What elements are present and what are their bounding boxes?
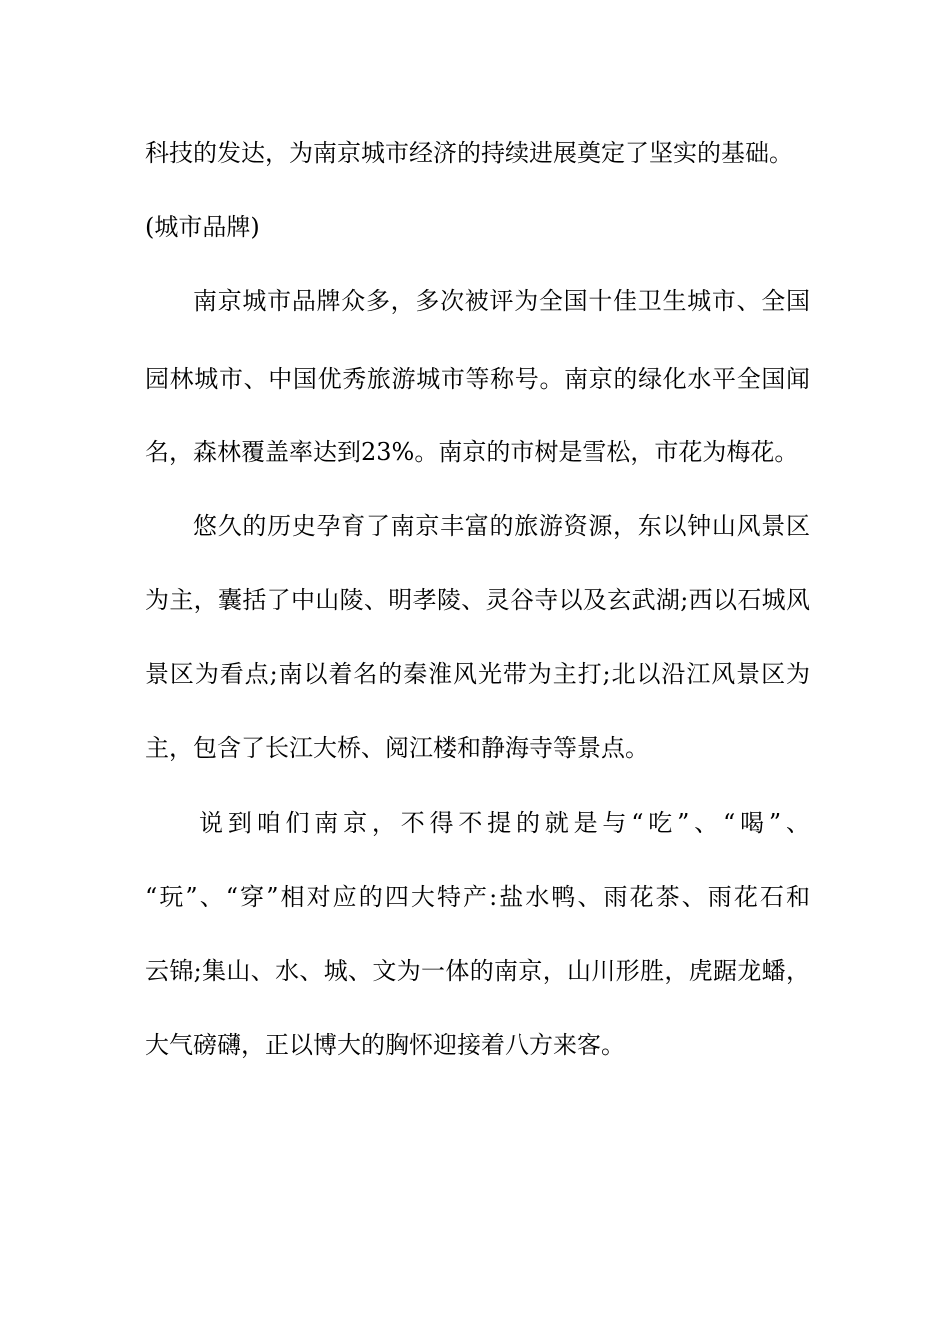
text-line-13: 大气磅礴，正以博大的胸怀迎接着八方来客。 — [145, 1031, 625, 1059]
text-line-6: 悠久的历史孕育了南京丰富的旅游资源，东以钟山风景区 — [193, 512, 810, 540]
text-line-3: 南京城市品牌众多，多次被评为全国十佳卫生城市、全国 — [193, 287, 810, 315]
text-line-10: 说到咱们南京，不得不提的就是与“吃”、“喝”、 — [199, 809, 810, 837]
section-heading: (城市品牌) — [145, 213, 260, 241]
text-line-7: 为主，囊括了中山陵、明孝陵、灵谷寺以及玄武湖;西以石城风 — [145, 586, 810, 614]
text-line-4: 园林城市、中国优秀旅游城市等称号。南京的绿化水平全国闻 — [145, 365, 810, 393]
text-line-1: 科技的发达，为南京城市经济的持续进展奠定了坚实的基础。 — [145, 139, 793, 167]
text-line-5: 名，森林覆盖率达到23%。南京的市树是雪松，市花为梅花。 — [145, 438, 799, 466]
text-line-12: 云锦;集山、水、城、文为一体的南京，山川形胜，虎踞龙蟠， — [145, 957, 810, 985]
text-line-11: “玩”、“穿”相对应的四大特产:盐水鸭、雨花茶、雨花石和 — [145, 883, 810, 911]
text-line-8: 景区为看点;南以着名的秦淮风光带为主打;北以沿江风景区为 — [145, 660, 810, 688]
text-line-9: 主，包含了长江大桥、阅江楼和静海寺等景点。 — [145, 734, 649, 762]
